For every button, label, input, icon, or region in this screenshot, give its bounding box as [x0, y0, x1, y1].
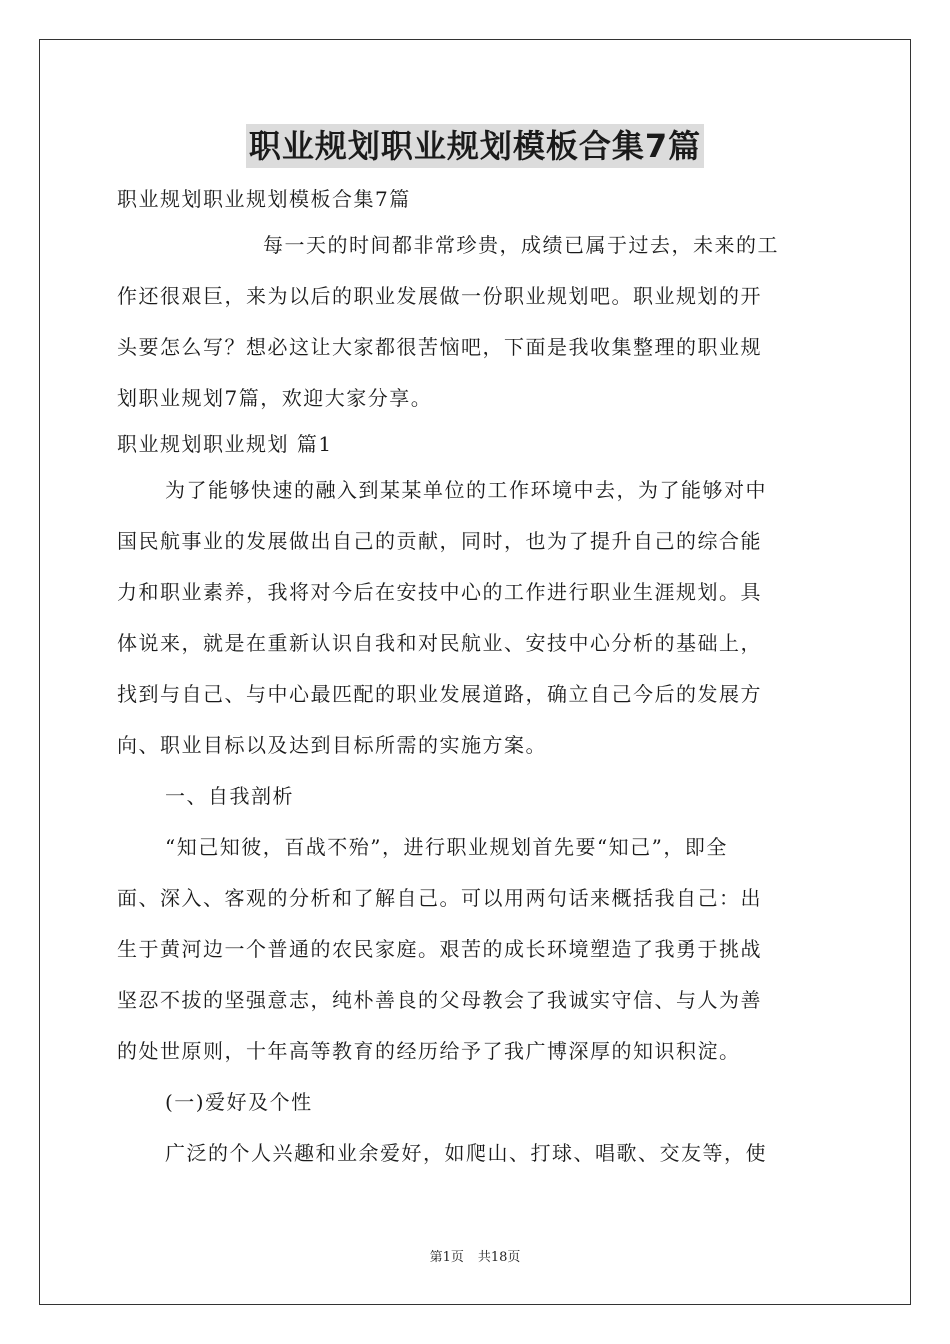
- paragraph-line: 面、深入、客观的分析和了解自己。可以用两句话来概括我自己：出: [117, 886, 762, 910]
- title-container: [0, 124, 950, 168]
- section-heading: 职业规划职业规划 篇1: [117, 432, 333, 456]
- paragraph-line: 生于黄河边一个普通的农民家庭。艰苦的成长环境塑造了我勇于挑战: [117, 937, 762, 961]
- paragraph-line: 为了能够快速的融入到某某单位的工作环境中去，为了能够对中: [165, 478, 767, 502]
- paragraph-line: 广泛的个人兴趣和业余爱好，如爬山、打球、唱歌、交友等，使: [165, 1141, 767, 1165]
- paragraph-line: “知己知彼，百战不殆”，进行职业规划首先要“知己”，即全: [165, 835, 728, 859]
- paragraph-line: 国民航事业的发展做出自己的贡献，同时，也为了提升自己的综合能: [117, 529, 762, 553]
- document-title: 职业规划职业规划模板合集7篇: [246, 124, 704, 168]
- document-body: [117, 180, 833, 1185]
- paragraph-line: 的处世原则，十年高等教育的经历给予了我广博深厚的知识积淀。: [117, 1039, 741, 1063]
- subsection-heading: (一)爱好及个性: [165, 1090, 313, 1114]
- paragraph-line: 体说来，就是在重新认识自我和对民航业、安技中心分析的基础上，: [117, 631, 762, 655]
- intro-line: 每一天的时间都非常珍贵，成绩已属于过去，未来的工: [263, 233, 779, 257]
- paragraph-line: 找到与自己、与中心最匹配的职业发展道路，确立自己今后的发展方: [117, 682, 762, 706]
- subsection-heading: 一、自我剖析: [165, 784, 294, 808]
- paragraph-line: 力和职业素养，我将对今后在安技中心的工作进行职业生涯规划。具: [117, 580, 762, 604]
- subtitle-line: 职业规划职业规划模板合集7篇: [117, 187, 411, 211]
- intro-line: 划职业规划7篇，欢迎大家分享。: [117, 386, 433, 410]
- intro-line: 头要怎么写？想必这让大家都很苦恼吧，下面是我收集整理的职业规: [117, 335, 762, 359]
- paragraph-line: 坚忍不拔的坚强意志，纯朴善良的父母教会了我诚实守信、与人为善: [117, 988, 762, 1012]
- intro-line: 作还很艰巨，来为以后的职业发展做一份职业规划吧。职业规划的开: [117, 284, 762, 308]
- page-number: 第1页: [429, 1250, 464, 1265]
- page-total: 共18页: [477, 1250, 521, 1265]
- paragraph-line: 向、职业目标以及达到目标所需的实施方案。: [117, 733, 547, 757]
- page-footer: [0, 1246, 950, 1265]
